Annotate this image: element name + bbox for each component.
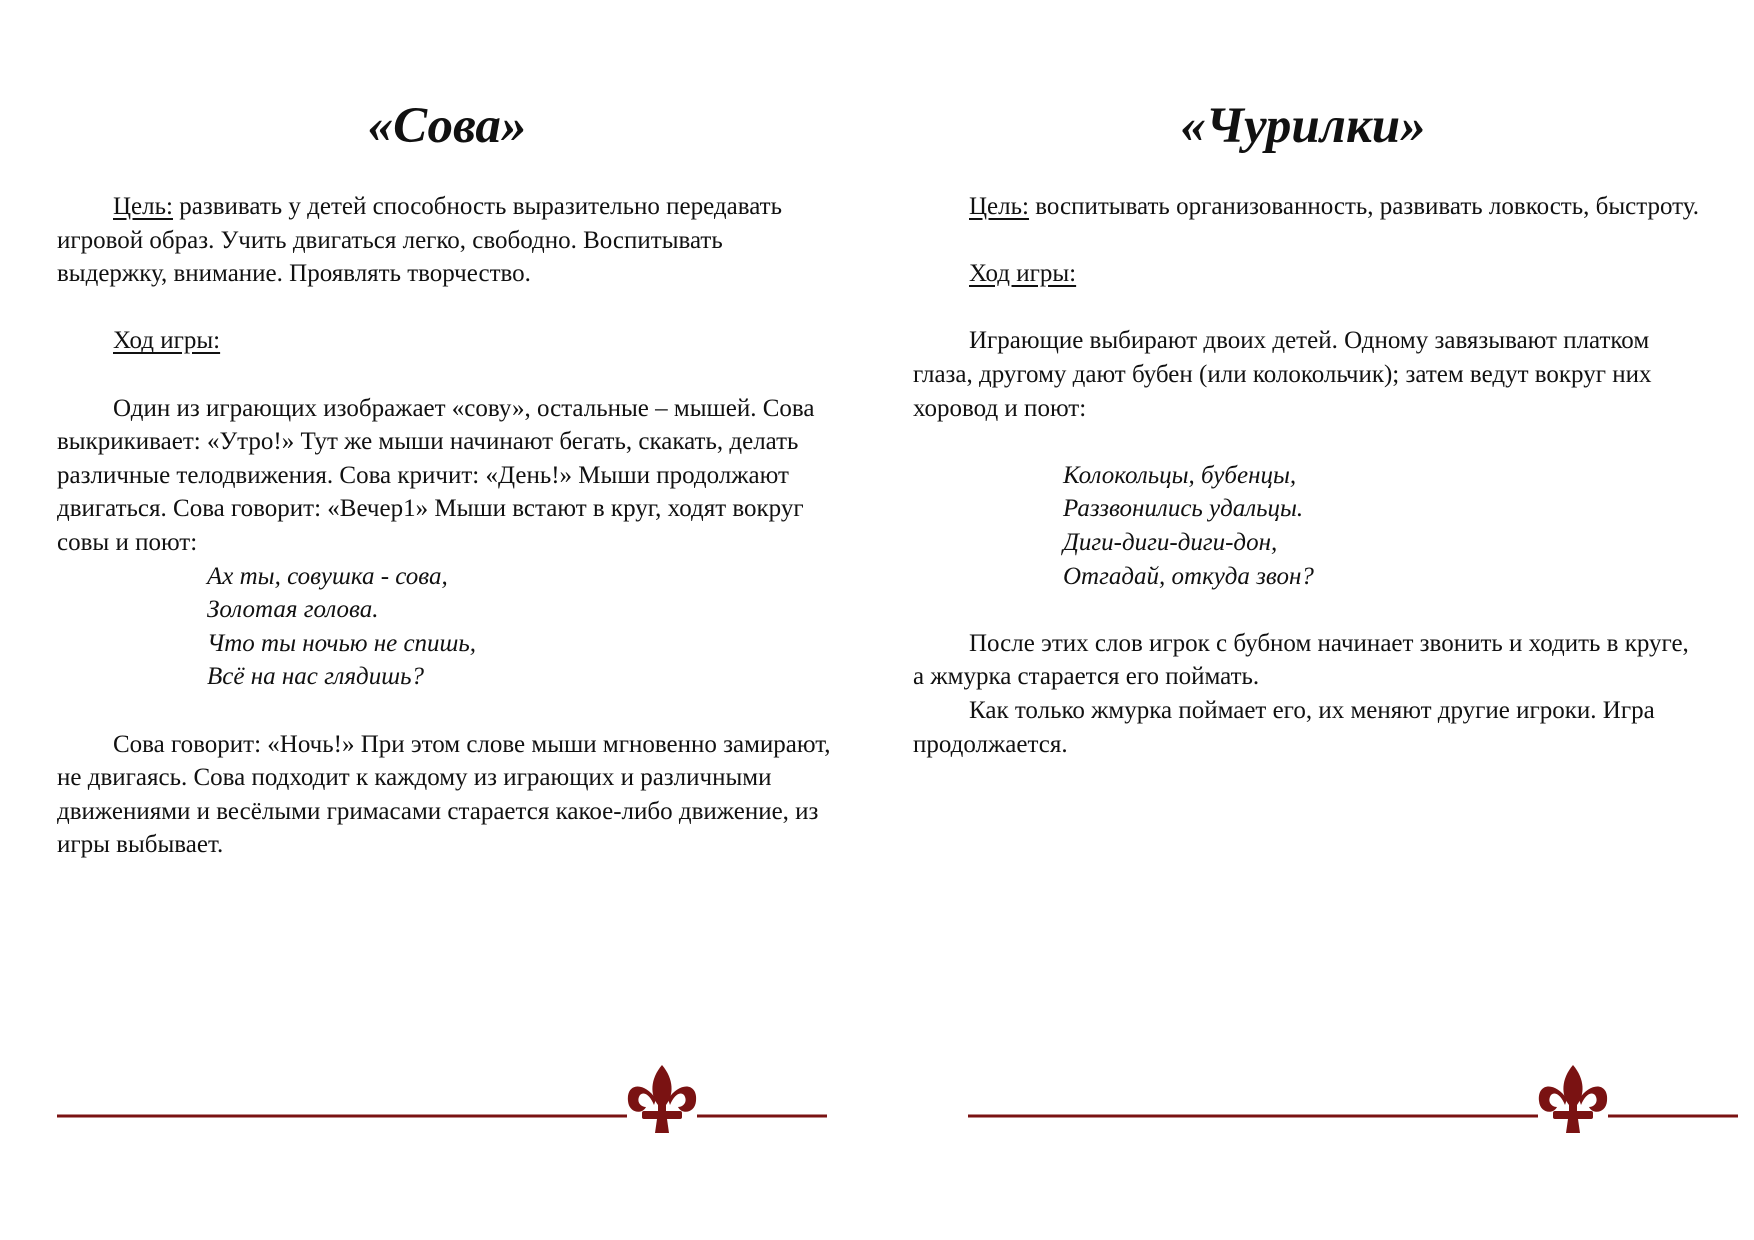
right-verse-line: Колокольцы, бубенцы, (1063, 461, 1297, 489)
right-verse-line: Диги-диги-диги-дон, (1063, 528, 1278, 556)
right-goal-text: воспитывать организованность, развивать ловкость, быстроту. (1028, 193, 1699, 220)
right-fleur-de-lis-divider (968, 1055, 1738, 1135)
left-goal-text: развивать у детей способность выразительно передавать игровой образ. Учить двигаться легко, свободно. Воспитывать выдержку, внимание. Проявлять творчество. (57, 193, 782, 288)
right-verse-line: Раззвонились удальцы. (1063, 495, 1304, 523)
right-title: «Чурилки» (1180, 98, 1426, 154)
fleur-de-lis-icon (968, 1055, 1738, 1135)
left-verse-line: Что ты ночью не спишь, (207, 629, 477, 657)
right-paragraph-3: Как только жмурка поймает его, их меняют другие игроки. Игра продолжается. (913, 696, 1655, 758)
left-goal-label: Цель: (113, 193, 173, 220)
left-body (57, 190, 837, 862)
fleur-de-lis-icon (57, 1055, 827, 1135)
left-course-heading (57, 324, 837, 358)
left-verse-line: Всё на нас глядишь? (207, 663, 424, 691)
left-verse-line: Ах ты, совушка - сова, (207, 562, 448, 590)
left-verse-line: Золотая голова. (207, 596, 379, 624)
right-goal-label: Цель: (969, 193, 1029, 220)
left-course-label: Ход игры: (113, 327, 221, 355)
left-fleur-de-lis-divider (57, 1055, 827, 1135)
left-goal (57, 190, 837, 291)
left-title: «Сова» (367, 98, 527, 154)
right-paragraph-2: После этих слов игрок с бубном начинает звонить и ходить в круге, а жмурка старается его поймать. (913, 629, 1689, 691)
right-paragraph-1: Играющие выбирают двоих детей. Одному завязывают платком глаза, другому дают бубен (или колокольчик); затем ведут вокруг них хоровод и поют: (913, 327, 1652, 422)
left-paragraph-1: Один из играющих изображает «сову», остальные – мышей. Сова выкрикивает: «Утро!» Тут же мыши начинают бегать, скакать, делать различные телодвижения. Сова кричит: «День!» Мыши продолжают двигаться. Сова говорит: «Вечер1» Мыши встают в круг, ходят вокруг совы и поют: (57, 394, 815, 556)
right-body (913, 190, 1703, 761)
right-course-label: Ход игры: (969, 260, 1077, 288)
right-verse-line: Отгадай, откуда звон? (1063, 562, 1314, 590)
right-course-heading (913, 257, 1703, 291)
left-paragraph-2: Сова говорит: «Ночь!» При этом слове мыши мгновенно замирают, не двигаясь. Сова подходит к каждому из играющих и различными движениями и весёлыми гримасами старается какое-либо движение, из игры выбывает. (57, 730, 831, 859)
right-goal (913, 190, 1703, 224)
